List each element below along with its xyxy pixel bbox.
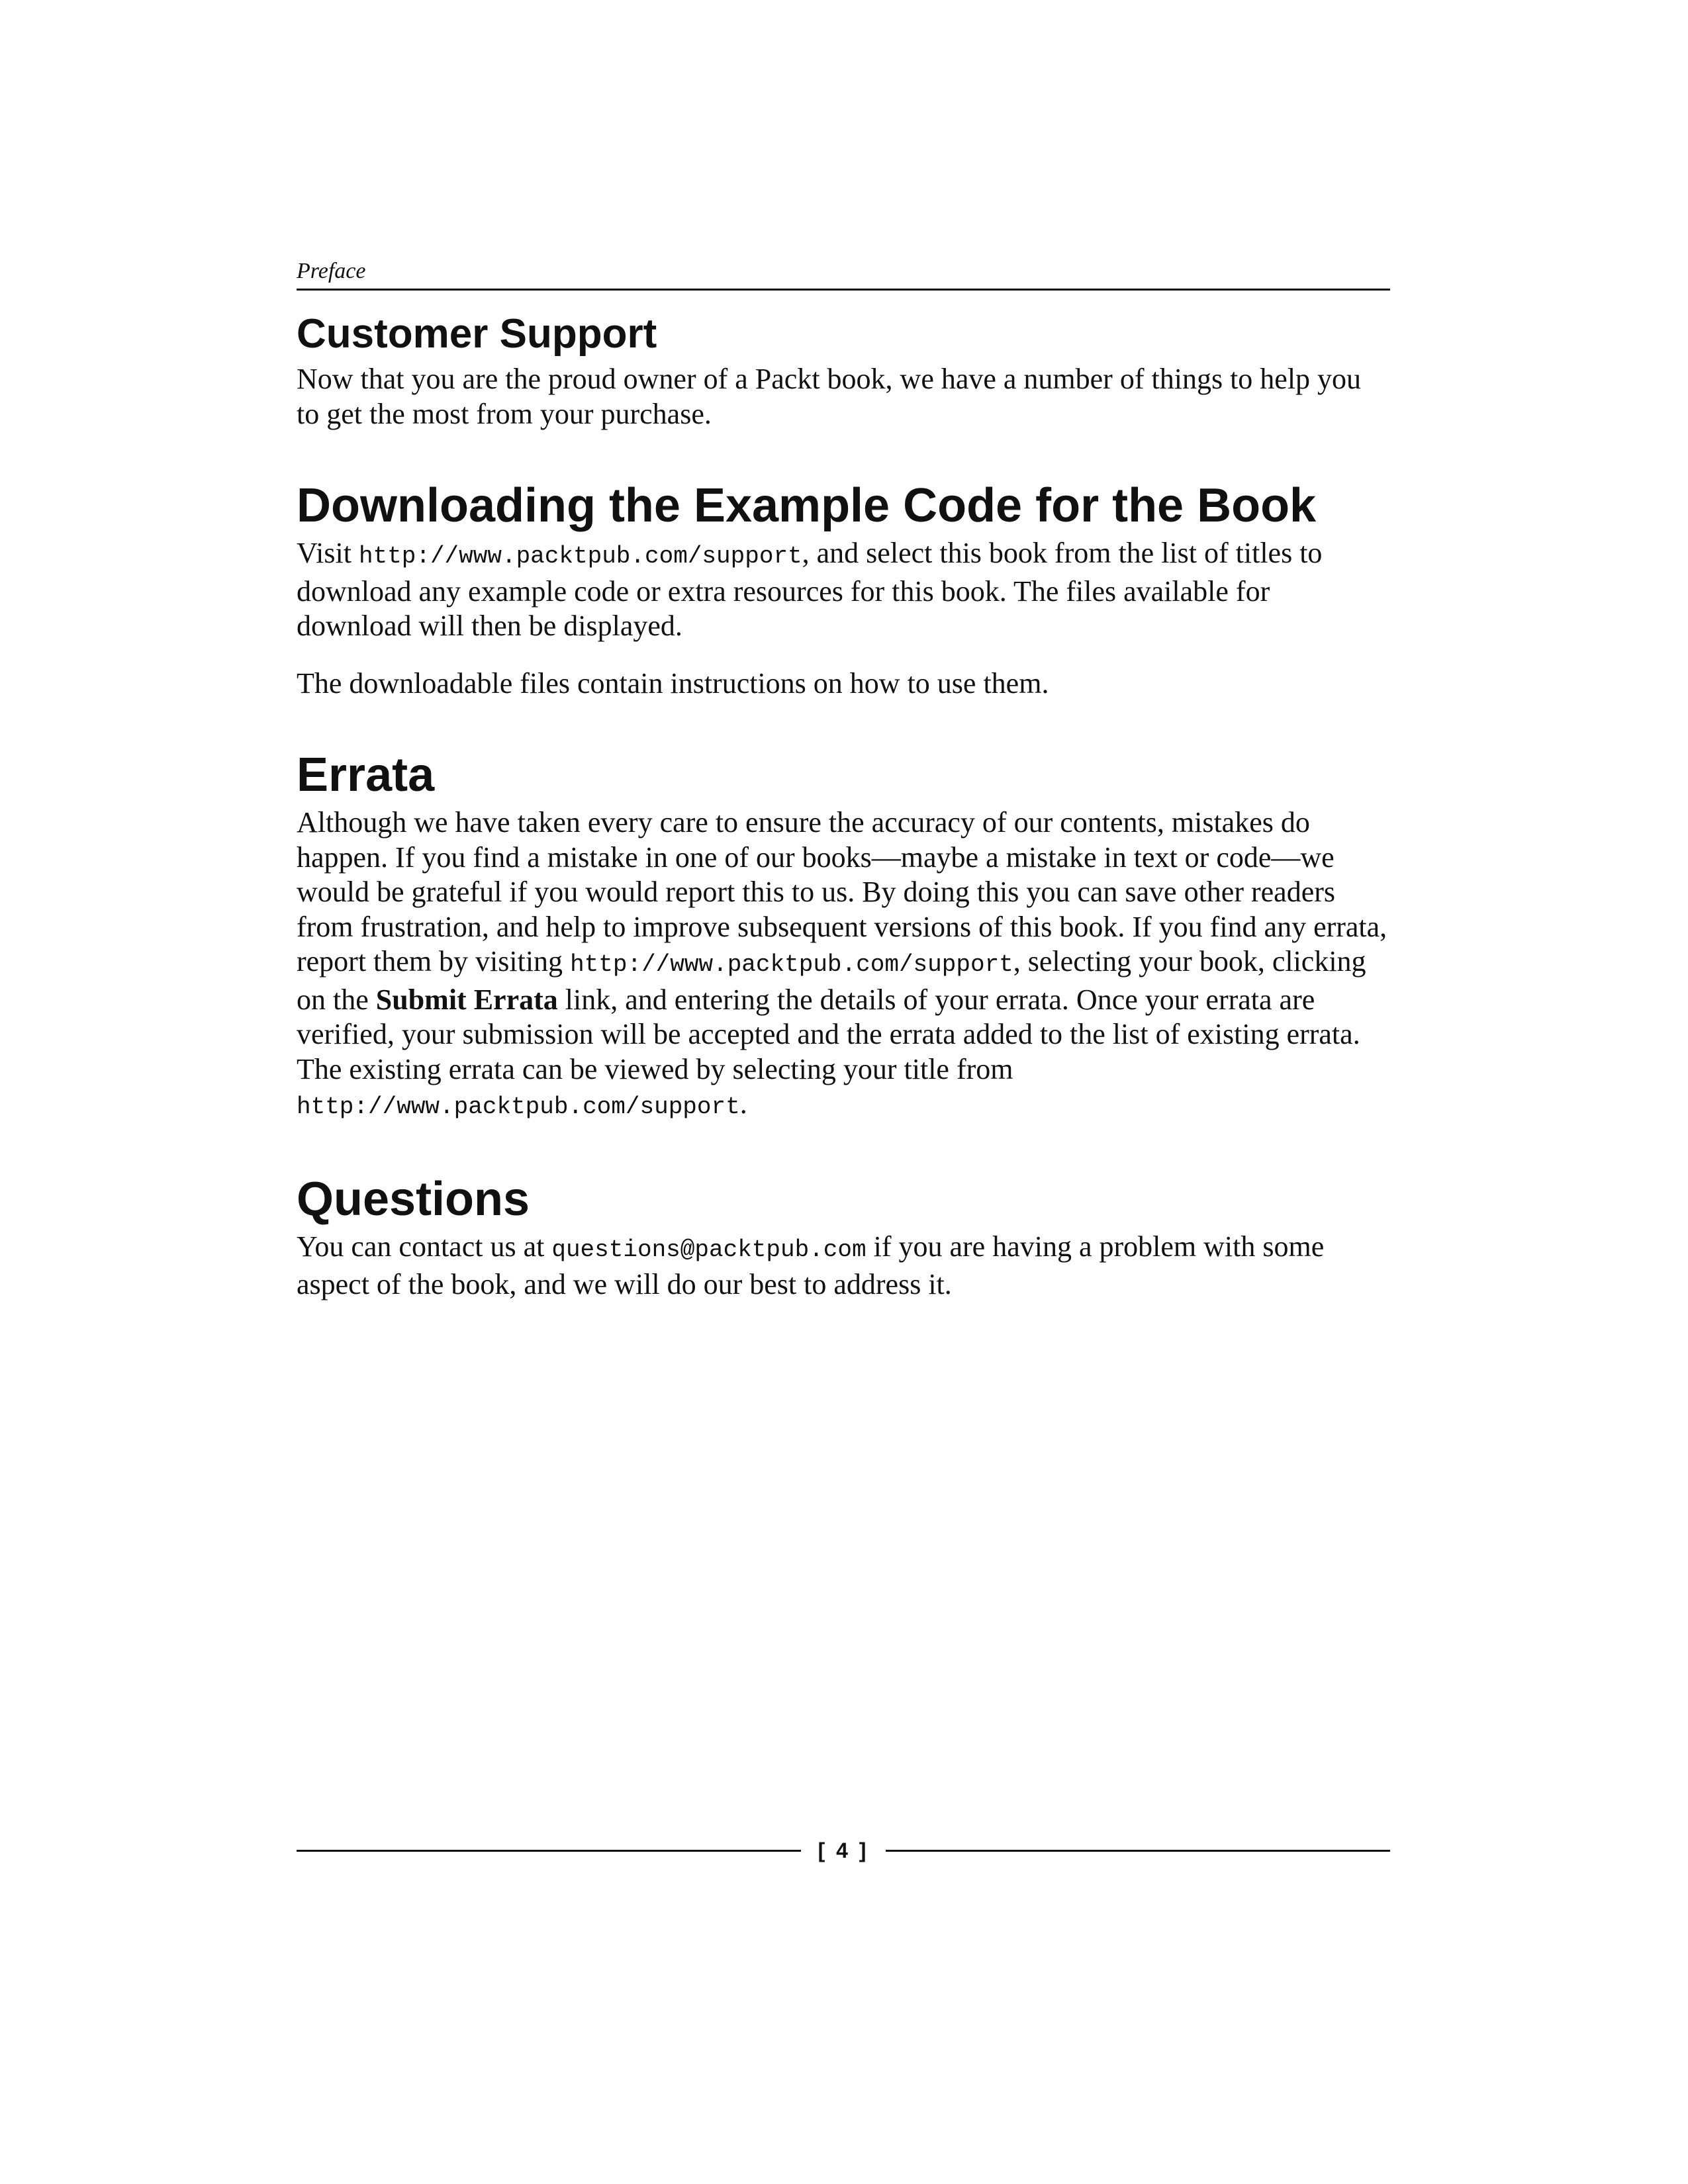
errata-support-url-link[interactable]: http://www.packtpub.com/support xyxy=(570,951,1013,978)
page-footer xyxy=(297,1839,1390,1863)
page-number: [ 4 ] xyxy=(818,1839,869,1862)
questions-email-link[interactable]: questions@packtpub.com xyxy=(551,1236,867,1263)
errata-heading: Errata xyxy=(297,749,435,801)
footer-rule-left xyxy=(297,1850,801,1852)
customer-support-heading: Customer Support xyxy=(297,311,657,357)
errata-text-2: , selecting your book, clicking on the xyxy=(297,945,1366,1016)
downloading-section xyxy=(297,478,1390,701)
questions-text-2: if you are having a problem with some aspect of the book, and we will do our best to address it. xyxy=(297,1230,1325,1300)
questions-heading: Questions xyxy=(297,1172,530,1226)
questions-section xyxy=(297,1171,1390,1302)
downloading-text-2: , and select this book from the list of titles to download any example code or extra resources for this book. The files available for download will then be displayed. xyxy=(297,537,1323,642)
customer-support-section xyxy=(297,310,1390,432)
downloading-text-1: Visit xyxy=(297,537,359,569)
submit-errata-label: Submit Errata xyxy=(375,983,558,1016)
questions-paragraph xyxy=(297,1230,1390,1302)
running-head: Preface xyxy=(297,258,1390,291)
downloading-heading: Downloading the Example Code for the Book xyxy=(297,479,1317,532)
support-url-link[interactable]: http://www.packtpub.com/support xyxy=(358,543,802,570)
downloading-note-paragraph: The downloadable files contain instructions on how to use them. xyxy=(297,666,1049,700)
errata-section xyxy=(297,747,1390,1125)
questions-text-1: You can contact us at xyxy=(297,1230,552,1263)
downloading-paragraph xyxy=(297,536,1390,644)
errata-text-1: Although we have taken every care to ensure the accuracy of our contents, mistakes do happen. If you find a mistake in one of our books—maybe a mistake in text or code—we would be grateful if you would report this to us. By doing this you can save other readers from frustration, and help to improve subsequent versions of this book. If you find any errata, report them by visiting xyxy=(297,806,1387,978)
errata-view-url-link[interactable]: http://www.packtpub.com/support xyxy=(297,1093,740,1120)
errata-text-3: link, and entering the details of your errata. Once your errata are verified, your submission will be accepted and the errata added to the list of existing errata. The existing errata can be viewed by selecting your title from xyxy=(297,983,1360,1085)
errata-paragraph xyxy=(297,805,1390,1125)
errata-text-4: . xyxy=(739,1087,747,1120)
customer-support-paragraph: Now that you are the proud owner of a Packt book, we have a number of things to help you to get the most from your purchase. xyxy=(297,363,1362,430)
footer-rule-right xyxy=(886,1850,1390,1852)
page-content xyxy=(297,258,1390,1302)
